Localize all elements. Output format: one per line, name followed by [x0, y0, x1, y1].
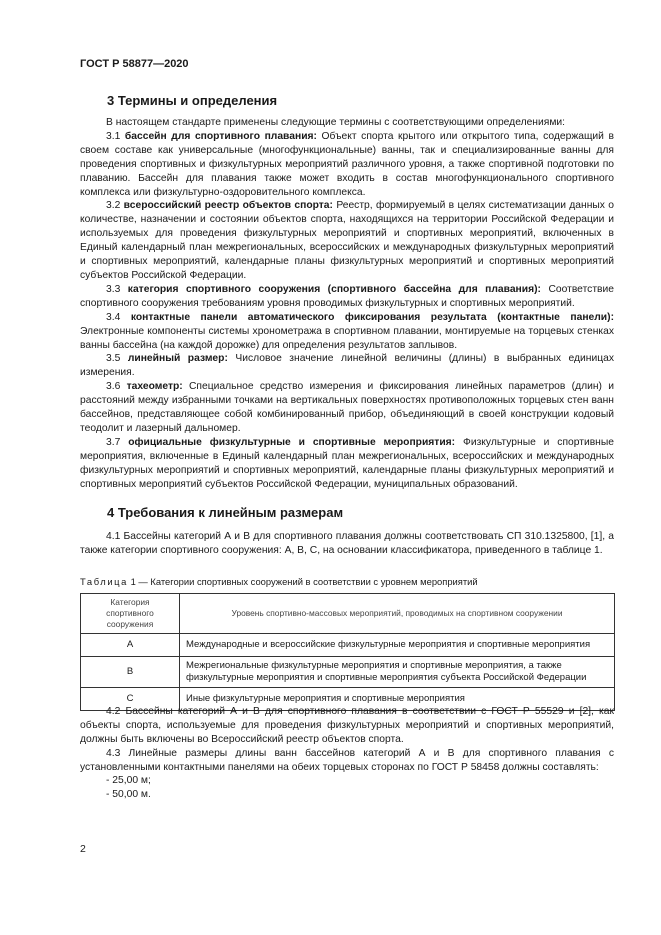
- section-3-body: [80, 116, 614, 491]
- category-cell: В: [81, 657, 180, 688]
- category-cell: А: [81, 634, 180, 657]
- categories-table: [80, 593, 615, 711]
- section-3-intro: В настоящем стандарте применены следующие термины с соответствующими определениями:: [106, 117, 566, 128]
- definition-3-2: 3.2 всероссийский реестр объектов спорта: Реестр, формируемый в целях систематизации данных о количестве, назначении и состоянии объектов спорта, находящихся на территории Российской Федерации и используемых для проведения физкультурных мероприятий и спортивных мероприятий, включенных в Единый календарный план межрегиональных, всероссийских и международных физкультурных мероприятий и спортивных мероприятий, календарные планы физкультурных мероприятий и спортивных мероприятий субъектов Российской Федерации.: [80, 200, 614, 281]
- term: всероссийский реестр объектов спорта:: [123, 200, 333, 212]
- page-number: 2: [80, 843, 86, 855]
- document-header: ГОСТ Р 58877—2020: [80, 58, 189, 70]
- column-header: Уровень спортивно-массовых мероприятий, проводимых на спортивном сооружении: [180, 594, 615, 634]
- definition-3-4: 3.4 контактные панели автоматического фиксирования результата (контактные панели): Электронные компоненты системы хронометража в спортивном плавании, монтируемые на торцевых стенках ванны бассейна (на каждой дорожке) для определения результатов заплывов.: [80, 311, 614, 351]
- paragraph-4-3: 4.3 Линейные размеры длины ванн бассейнов категорий А и В для спортивного плавания с установленными контактными панелями на обеих торцевых сторонах по ГОСТ Р 58458 должны составлять:: [80, 747, 614, 773]
- table-row: [81, 634, 615, 657]
- length-list: [106, 774, 151, 802]
- definition-3-6: 3.6 тахеометр: Специальное средство измерения и фиксирования линейных параметров (длин) и расстояний между избранными точками на вертикальных поверхностях противоположных торцевых стен ванн бассейнов, представляющее собой комбинированный прибор, объединяющий в своей конструкции кодовый теодолит и лазерный дальномер.: [80, 381, 614, 434]
- term: категория спортивного сооружения (спортивного бассейна для плавания):: [127, 283, 541, 295]
- term: линейный размер:: [127, 353, 228, 365]
- level-cell: Международные и всероссийские физкультурные мероприятия и спортивные мероприятия: [180, 634, 615, 657]
- section-4-title: 4 Требования к линейным размерам: [107, 505, 344, 520]
- paragraph-4-1: 4.1 Бассейны категорий А и В для спортивного плавания должны соответствовать СП 310.1325800, [1], а также категории спортивного сооружения: А, В, С, на основании классификатора, приведенного в таблице 1.: [80, 531, 614, 556]
- definition-3-3: 3.3 категория спортивного сооружения (спортивного бассейна для плавания): Соответствие спортивного сооружения требованиям уровня проводимых физкультурных и спортивных мероприятий.: [80, 283, 614, 309]
- paragraph-4-2: 4.2 Бассейны категорий А и В для спортивного плавания в соответствии с ГОСТ Р 55529 и [2], как объекты спорта, используемые для проведения физкультурных мероприятий и спортивных мероприятий, должны быть включены во Всероссийский реестр объектов спорта.: [80, 706, 614, 745]
- category-cell: С: [81, 688, 180, 711]
- term: контактные панели автоматического фиксирования результата (контактные панели):: [130, 311, 614, 323]
- term: бассейн для спортивного плавания:: [124, 130, 317, 142]
- level-cell: Межрегиональные физкультурные мероприятия и спортивные мероприятия, а также физкультурные мероприятия и спортивные мероприятия субъекта Российской Федерации: [180, 657, 615, 688]
- section-4-intro: [80, 530, 614, 558]
- section-3-title: 3 Термины и определения: [107, 93, 278, 108]
- term: официальные физкультурные и спортивные мероприятия:: [128, 436, 456, 448]
- definition-3-7: 3.7 официальные физкультурные и спортивные мероприятия: Физкультурные и спортивные мероприятия, включенные в Единый календарный план межрегиональных, всероссийских и международных физкультурных мероприятий и спортивных мероприятий, календарные планы физкультурных мероприятий и спортивных мероприятий субъектов Российской Федерации, муниципальных образований.: [80, 436, 614, 490]
- table-row: [81, 657, 615, 688]
- term: тахеометр:: [126, 381, 183, 393]
- list-item: - 50,00 м.: [106, 788, 151, 800]
- level-cell: Иные физкультурные мероприятия и спортивные мероприятия: [180, 688, 615, 711]
- definition-3-1: 3.1 бассейн для спортивного плавания: Объект спорта крытого или открытого типа, содержащий в своем составе как универсальные (многофункциональные) ванны, так и специализированные ванны для проведения спортивных и физкультурных мероприятий различного уровня, а также спортивной подготовки по плаванию. Бассейн для плавания также может входить в состав многофункционального спортивного комплекса или физкультурно-оздоровительного комплекса.: [80, 130, 614, 198]
- definition-3-5: 3.5 линейный размер: Числовое значение линейной величины (длины) в выбранных единицах измерения.: [80, 353, 614, 379]
- table-caption: Таблица 1 — Категории спортивных сооружений в соответствии с уровнем мероприятий: [80, 576, 478, 587]
- section-4-body: [80, 705, 614, 775]
- column-header: Категория спортивного сооружения: [81, 594, 180, 634]
- table-header-row: [81, 594, 615, 634]
- list-item: - 25,00 м;: [106, 775, 151, 786]
